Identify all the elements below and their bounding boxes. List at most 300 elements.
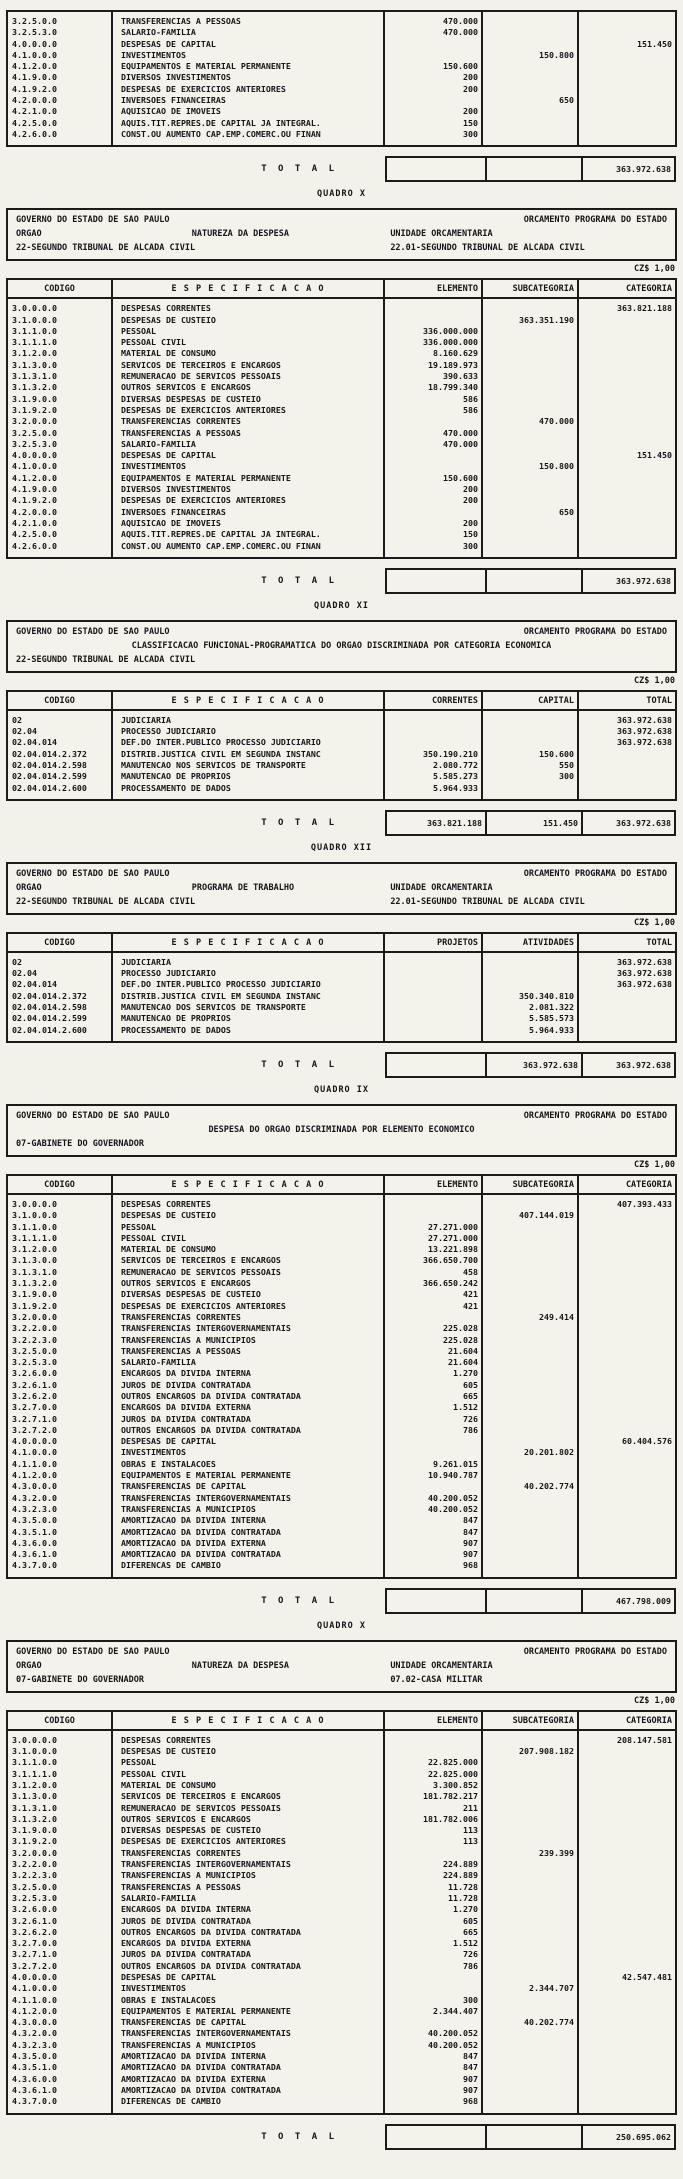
government-title: GOVERNO DO ESTADO DE SAO PAULO: [16, 1110, 170, 1121]
spec-cell: OBRAS E INSTALACOES: [111, 1459, 383, 1470]
spec-cell: REMUNERACAO DE SERVICOS PESSOAIS: [111, 1803, 383, 1814]
unidade-label: UNIDADE ORCAMENTARIA: [390, 882, 493, 893]
value1-cell: 458: [383, 1267, 481, 1278]
value1-cell: 9.261.015: [383, 1459, 481, 1470]
column-header-spec: E S P E C I F I C A C A O: [111, 934, 383, 951]
total-value2-cell: [485, 2126, 581, 2148]
header-line-labels: [16, 1659, 667, 1673]
total-label: T O T A L: [261, 1595, 337, 1606]
column-header-value1: PROJETOS: [383, 934, 481, 951]
table-row: [8, 2017, 675, 2028]
value2-cell: [481, 1527, 577, 1538]
table-row: [8, 1859, 675, 1870]
table-row: [8, 1769, 675, 1780]
value3-cell: [577, 326, 675, 337]
table-row: [8, 1882, 675, 1893]
currency-note: CZ$ 1,00: [634, 264, 675, 275]
spec-cell: INVERSOES FINANCEIRAS: [111, 507, 383, 518]
spec-cell: INVESTIMENTOS: [111, 50, 383, 61]
government-title: GOVERNO DO ESTADO DE SAO PAULO: [16, 626, 170, 637]
value3-cell: [577, 1927, 675, 1938]
quadro-section-6: [6, 1640, 677, 2150]
column-header-row: [8, 1712, 675, 1731]
total-row: [6, 156, 677, 182]
column-header-value3: TOTAL: [577, 692, 675, 709]
value2-cell: [481, 1949, 577, 1960]
value3-cell: [577, 129, 675, 140]
value1-cell: [383, 315, 481, 326]
value1-cell: [383, 1210, 481, 1221]
table-row: [8, 760, 675, 771]
value1-cell: 150: [383, 118, 481, 129]
value1-cell: 786: [383, 1961, 481, 1972]
value2-cell: [481, 1380, 577, 1391]
table-row: [8, 1289, 675, 1300]
value2-cell: [481, 106, 577, 117]
code-cell: 3.1.3.2.0: [12, 1813, 57, 1824]
table-row: [8, 1870, 675, 1881]
value2-cell: [481, 118, 577, 129]
value1-cell: [383, 979, 481, 990]
spec-cell: SERVICOS DE TERCEIROS E ENCARGOS: [111, 1255, 383, 1266]
value1-cell: 22.825.000: [383, 1757, 481, 1768]
code-cell: 4.2.1.0.0: [12, 106, 57, 117]
value3-cell: 363.972.638: [577, 979, 675, 990]
value3-cell: 363.972.638: [577, 957, 675, 968]
value1-cell: 40.200.052: [383, 1504, 481, 1515]
value2-cell: 363.351.190: [481, 315, 577, 326]
value3-cell: [577, 416, 675, 427]
value1-cell: [383, 1312, 481, 1323]
code-cell: 4.1.0.0.0: [12, 49, 57, 60]
value3-cell: [577, 2062, 675, 2073]
spec-cell: PESSOAL CIVIL: [111, 1233, 383, 1244]
column-header-value2: SUBCATEGORIA: [481, 1712, 577, 1729]
code-cell: 3.1.3.1.0: [12, 1266, 57, 1277]
value1-cell: 1.512: [383, 1938, 481, 1949]
value1-cell: 21.604: [383, 1346, 481, 1357]
column-header-row: [8, 280, 675, 299]
value3-cell: [577, 1255, 675, 1266]
column-header-code: CODIGO: [44, 695, 75, 706]
value2-cell: [481, 518, 577, 529]
spec-cell: DESPESAS CORRENTES: [111, 303, 383, 314]
value1-cell: 366.650.700: [383, 1255, 481, 1266]
value1-cell: 8.160.629: [383, 348, 481, 359]
column-header-value1: ELEMENTO: [383, 1712, 481, 1729]
value2-cell: [481, 715, 577, 726]
code-cell: 4.1.1.0.0: [12, 1994, 57, 2005]
value2-cell: [481, 1289, 577, 1300]
code-cell: 4.3.6.1.0: [12, 1549, 57, 1560]
quadro-label: QUADRO XII: [310, 842, 373, 853]
value3-cell: [577, 1757, 675, 1768]
value3-cell: [577, 991, 675, 1002]
value1-cell: 11.728: [383, 1893, 481, 1904]
value2-cell: [481, 541, 577, 552]
code-cell: 4.1.0.0.0: [12, 1983, 57, 1994]
code-cell: 4.0.0.0.0: [12, 1436, 57, 1447]
value1-cell: [383, 1481, 481, 1492]
code-cell: 3.0.0.0.0: [12, 303, 57, 314]
value2-cell: [481, 783, 577, 794]
value1-cell: 113: [383, 1825, 481, 1836]
currency-note: CZ$ 1,00: [634, 675, 675, 686]
table-row: [8, 1949, 675, 1960]
code-cell: 3.1.3.0.0: [12, 359, 57, 370]
value3-cell: [577, 1380, 675, 1391]
value1-cell: 726: [383, 1414, 481, 1425]
spec-cell: EQUIPAMENTOS E MATERIAL PERMANENTE: [111, 473, 383, 484]
code-cell: 3.2.7.2.0: [12, 1960, 57, 1971]
program-title: ORCAMENTO PROGRAMA DO ESTADO: [523, 1646, 667, 1657]
value2-cell: [481, 1391, 577, 1402]
program-title: ORCAMENTO PROGRAMA DO ESTADO: [523, 1110, 667, 1121]
value3-cell: [577, 1289, 675, 1300]
section-header-box: [6, 620, 677, 673]
value2-cell: [481, 1735, 577, 1746]
code-cell: 4.3.7.0.0: [12, 2096, 57, 2107]
value1-cell: [383, 507, 481, 518]
spec-cell: INVESTIMENTOS: [111, 461, 383, 472]
code-cell: 4.2.0.0.0: [12, 506, 57, 517]
value1-cell: 847: [383, 2062, 481, 2073]
value3-cell: [577, 348, 675, 359]
value1-cell: 10.940.787: [383, 1470, 481, 1481]
value1-cell: 13.221.898: [383, 1244, 481, 1255]
spec-cell: ENCARGOS DA DIVIDA INTERNA: [111, 1368, 383, 1379]
header-line-government: [16, 1645, 667, 1659]
value3-cell: [577, 461, 675, 472]
header-line-government: [16, 867, 667, 881]
value2-cell: [481, 2028, 577, 2039]
table-row: [8, 1893, 675, 1904]
table-bottom-padding: [8, 2108, 675, 2113]
unidade-label: UNIDADE ORCAMENTARIA: [390, 1660, 493, 1671]
value1-cell: [383, 461, 481, 472]
value3-cell: [577, 1803, 675, 1814]
spec-cell: OUTROS ENCARGOS DA DIVIDA CONTRATADA: [111, 1961, 383, 1972]
value3-cell: [577, 84, 675, 95]
value2-cell: [481, 1927, 577, 1938]
value3-cell: [577, 1267, 675, 1278]
code-cell: 3.2.7.0.0: [12, 1938, 57, 1949]
header-line-labels: [16, 227, 667, 241]
value1-cell: 5.964.933: [383, 783, 481, 794]
table-row: [8, 106, 675, 117]
value1-cell: 968: [383, 1560, 481, 1571]
value3-cell: [577, 1791, 675, 1802]
spec-cell: EQUIPAMENTOS E MATERIAL PERMANENTE: [111, 2006, 383, 2017]
value2-cell: 300: [481, 771, 577, 782]
value1-cell: 470.000: [383, 16, 481, 27]
value1-cell: [383, 1447, 481, 1458]
column-header-value2: CAPITAL: [481, 692, 577, 709]
value3-cell: [577, 1904, 675, 1915]
value3-cell: [577, 428, 675, 439]
spec-cell: OUTROS SERVICOS E ENCARGOS: [111, 382, 383, 393]
code-cell: 3.2.2.0.0: [12, 1859, 57, 1870]
code-cell: 3.1.0.0.0: [12, 1746, 57, 1757]
value2-cell: [481, 84, 577, 95]
spec-cell: PROCESSO JUDICIARIO: [111, 726, 383, 737]
code-cell: 3.1.1.1.0: [12, 337, 57, 348]
value1-cell: 366.650.242: [383, 1278, 481, 1289]
value3-cell: [577, 1301, 675, 1312]
code-cell: 4.1.9.2.0: [12, 495, 57, 506]
total-value3-cell: 363.972.638: [581, 570, 674, 592]
spec-cell: AMORTIZACAO DA DIVIDA EXTERNA: [111, 2074, 383, 2085]
spec-cell: AQUIS.TIT.REPRES.DE CAPITAL JA INTEGRAL.: [111, 118, 383, 129]
table-row: [8, 1983, 675, 1994]
value3-cell: [577, 1746, 675, 1757]
table-row: [8, 1527, 675, 1538]
spec-cell: SERVICOS DE TERCEIROS E ENCARGOS: [111, 1791, 383, 1802]
value3-cell: [577, 529, 675, 540]
code-cell: 4.3.2.3.0: [12, 1503, 57, 1514]
total-value3-cell: 250.695.062: [581, 2126, 674, 2148]
orgao-label: ORGAO: [16, 1660, 42, 1671]
quadro-section-2: [6, 208, 677, 611]
value1-cell: [383, 968, 481, 979]
table-row: [8, 394, 675, 405]
value3-cell: [577, 1780, 675, 1791]
table-row: [8, 726, 675, 737]
budget-table: [6, 1710, 677, 2115]
value1-cell: [383, 1002, 481, 1013]
spec-cell: TRANSFERENCIAS CORRENTES: [111, 1312, 383, 1323]
total-value2-cell: 151.450: [485, 812, 581, 834]
value1-cell: 586: [383, 405, 481, 416]
value1-cell: [383, 737, 481, 748]
table-row: [8, 737, 675, 748]
value3-cell: [577, 439, 675, 450]
natureza-label: NATUREZA DA DESPESA: [191, 229, 289, 240]
value1-cell: [383, 39, 481, 50]
code-cell: 3.1.3.1.0: [12, 1802, 57, 1813]
spec-cell: MANUTENCAO DOS SERVICOS DE TRANSPORTE: [111, 1002, 383, 1013]
value3-cell: [577, 360, 675, 371]
budget-table: [6, 278, 677, 559]
table-row: [8, 1368, 675, 1379]
total-label: T O T A L: [261, 2131, 337, 2142]
table-row: [8, 428, 675, 439]
value3-cell: [577, 2096, 675, 2107]
spec-cell: DESPESAS DE EXERCICIOS ANTERIORES: [111, 1836, 383, 1847]
value3-cell: [577, 1825, 675, 1836]
section-title: DESPESA DO ORGAO DISCRIMINADA POR ELEMENTO ECONOMICO: [208, 1124, 475, 1135]
total-value1-cell: [387, 1054, 485, 1076]
table-row: [8, 348, 675, 359]
table-row: [8, 1391, 675, 1402]
spec-cell: AMORTIZACAO DA DIVIDA INTERNA: [111, 2051, 383, 2062]
code-cell: 3.1.2.0.0: [12, 348, 57, 359]
spec-cell: TRANSFERENCIAS CORRENTES: [111, 1848, 383, 1859]
header-line-government: [16, 625, 667, 639]
total-label: T O T A L: [261, 164, 337, 175]
code-cell: 3.1.3.2.0: [12, 382, 57, 393]
value2-cell: [481, 27, 577, 38]
spec-cell: JUROS DE DIVIDA CONTRATADA: [111, 1916, 383, 1927]
table-row: [8, 84, 675, 95]
spec-cell: DESPESAS DE CUSTEIO: [111, 315, 383, 326]
spec-cell: TRANSFERENCIAS A PESSOAS: [111, 16, 383, 27]
spec-cell: PESSOAL: [111, 1757, 383, 1768]
code-cell: 3.2.7.1.0: [12, 1413, 57, 1424]
table-row: [8, 326, 675, 337]
total-value1-cell: [387, 1590, 485, 1612]
value1-cell: 665: [383, 1391, 481, 1402]
value1-cell: [383, 957, 481, 968]
table-row: [8, 1346, 675, 1357]
spec-cell: ENCARGOS DA DIVIDA EXTERNA: [111, 1402, 383, 1413]
spec-cell: MATERIAL DE CONSUMO: [111, 348, 383, 359]
value1-cell: 2.344.407: [383, 2006, 481, 2017]
code-cell: 3.1.9.0.0: [12, 1825, 57, 1836]
spec-cell: JUDICIARIA: [111, 957, 383, 968]
value2-cell: [481, 337, 577, 348]
table-row: [8, 1278, 675, 1289]
currency-note: CZ$ 1,00: [634, 917, 675, 928]
spec-cell: DESPESAS CORRENTES: [111, 1735, 383, 1746]
value3-cell: [577, 1893, 675, 1904]
value1-cell: 907: [383, 1549, 481, 1560]
code-cell: 3.0.0.0.0: [12, 1734, 57, 1745]
value3-cell: [577, 518, 675, 529]
government-title: GOVERNO DO ESTADO DE SAO PAULO: [16, 868, 170, 879]
code-cell: 3.2.6.0.0: [12, 1368, 57, 1379]
table-row: [8, 783, 675, 794]
value3-cell: [577, 1949, 675, 1960]
code-cell: 4.1.9.0.0: [12, 72, 57, 83]
value3-cell: [577, 1870, 675, 1881]
value1-cell: 211: [383, 1803, 481, 1814]
spec-cell: DEF.DO INTER.PUBLICO PROCESSO JUDICIARIO: [111, 737, 383, 748]
table-row: [8, 1848, 675, 1859]
value2-cell: [481, 495, 577, 506]
total-value2-cell: 363.972.638: [485, 1054, 581, 1076]
code-cell: 3.1.1.0.0: [12, 325, 57, 336]
spec-cell: EQUIPAMENTOS E MATERIAL PERMANENTE: [111, 61, 383, 72]
header-line-values: [16, 895, 667, 909]
code-cell: 3.1.3.0.0: [12, 1791, 57, 1802]
code-cell: 3.1.3.1.0: [12, 371, 57, 382]
value2-cell: [481, 450, 577, 461]
value3-cell: [577, 1481, 675, 1492]
value3-cell: [577, 1222, 675, 1233]
program-title: ORCAMENTO PROGRAMA DO ESTADO: [523, 626, 667, 637]
value2-cell: [481, 16, 577, 27]
table-row: [8, 979, 675, 990]
value1-cell: [383, 1025, 481, 1036]
table-row: [8, 315, 675, 326]
header-line-values: [16, 1673, 667, 1687]
value3-cell: [577, 1995, 675, 2006]
value1-cell: 225.028: [383, 1323, 481, 1334]
value1-cell: 27.271.000: [383, 1222, 481, 1233]
value1-cell: 40.200.052: [383, 1493, 481, 1504]
value3-cell: [577, 1983, 675, 1994]
value2-cell: 470.000: [481, 416, 577, 427]
table-row: [8, 1470, 675, 1481]
value2-cell: [481, 428, 577, 439]
value3-cell: 363.972.638: [577, 737, 675, 748]
section-title: CLASSIFICACAO FUNCIONAL-PROGRAMATICA DO ORGAO DISCRIMINADA POR CATEGORIA ECONOMICA: [131, 640, 552, 651]
value3-cell: 363.972.638: [577, 715, 675, 726]
table-row: [8, 1323, 675, 1334]
quadro-label: QUADRO XI: [313, 600, 370, 611]
code-cell: 4.2.6.0.0: [12, 540, 57, 551]
value3-cell: [577, 1470, 675, 1481]
table-row: [8, 1414, 675, 1425]
column-header-spec: E S P E C I F I C A C A O: [111, 1176, 383, 1193]
table-row: [8, 1961, 675, 1972]
value1-cell: [383, 1013, 481, 1024]
spec-cell: MANUTENCAO DE PROPRIOS: [111, 1013, 383, 1024]
code-cell: 4.3.6.0.0: [12, 1537, 57, 1548]
value3-cell: [577, 1493, 675, 1504]
value3-cell: 363.972.638: [577, 726, 675, 737]
table-row: [8, 1746, 675, 1757]
value1-cell: 19.189.973: [383, 360, 481, 371]
value2-cell: [481, 129, 577, 140]
value3-cell: [577, 1278, 675, 1289]
code-cell: 4.3.5.1.0: [12, 2062, 57, 2073]
code-cell: 4.3.2.0.0: [12, 2028, 57, 2039]
value3-cell: 60.404.576: [577, 1436, 675, 1447]
value1-cell: 421: [383, 1289, 481, 1300]
value2-cell: [481, 1222, 577, 1233]
value2-cell: [481, 394, 577, 405]
code-cell: 02.04: [12, 968, 37, 979]
column-header-value3: CATEGORIA: [577, 280, 675, 297]
spec-cell: AMORTIZACAO DA DIVIDA CONTRATADA: [111, 2062, 383, 2073]
header-line-labels: [16, 881, 667, 895]
total-label: T O T A L: [261, 817, 337, 828]
value3-cell: [577, 541, 675, 552]
value1-cell: 113: [383, 1836, 481, 1847]
table-row: [8, 1436, 675, 1447]
value2-cell: [481, 1769, 577, 1780]
value2-cell: [481, 1335, 577, 1346]
value1-cell: 300: [383, 1995, 481, 2006]
spec-cell: AMORTIZACAO DA DIVIDA INTERNA: [111, 1515, 383, 1526]
value1-cell: 150: [383, 529, 481, 540]
spec-cell: REMUNERACAO DE SERVICOS PESSOAIS: [111, 1267, 383, 1278]
table-row: [8, 1549, 675, 1560]
spec-cell: AMORTIZACAO DA DIVIDA EXTERNA: [111, 1538, 383, 1549]
column-header-value2: SUBCATEGORIA: [481, 280, 577, 297]
column-header-spec: E S P E C I F I C A C A O: [111, 692, 383, 709]
table-row: [8, 439, 675, 450]
spec-cell: ENCARGOS DA DIVIDA EXTERNA: [111, 1938, 383, 1949]
value2-cell: [481, 1323, 577, 1334]
total-row: [6, 568, 677, 594]
code-cell: 4.1.9.0.0: [12, 484, 57, 495]
value2-cell: [481, 737, 577, 748]
value2-cell: 150.800: [481, 50, 577, 61]
code-cell: 02: [12, 714, 22, 725]
value2-cell: [481, 1814, 577, 1825]
spec-cell: DIVERSOS INVESTIMENTOS: [111, 72, 383, 83]
spec-cell: AQUIS.TIT.REPRES.DE CAPITAL JA INTEGRAL.: [111, 529, 383, 540]
value3-cell: [577, 27, 675, 38]
value1-cell: 3.300.852: [383, 1780, 481, 1791]
quadro-section-3: [6, 620, 677, 853]
spec-cell: TRANSFERENCIAS A MUNICIPIOS: [111, 1870, 383, 1881]
column-header-value3: CATEGORIA: [577, 1176, 675, 1193]
value2-cell: 20.201.802: [481, 1447, 577, 1458]
